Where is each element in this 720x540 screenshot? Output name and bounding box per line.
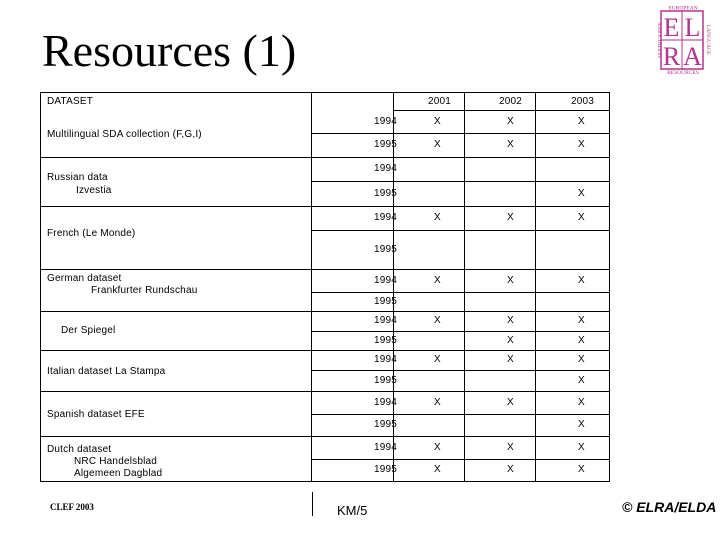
dataset-label: Spanish dataset EFE — [47, 409, 145, 420]
availability-mark: X — [578, 212, 585, 223]
availability-mark: X — [434, 442, 441, 453]
availability-mark: X — [578, 354, 585, 365]
row-divider — [311, 370, 609, 371]
availability-mark: X — [434, 354, 441, 365]
row-divider — [41, 436, 609, 437]
availability-mark: X — [507, 315, 514, 326]
svg-text:ASSOCIATION: ASSOCIATION — [656, 21, 662, 59]
year-cell: 1995 — [374, 419, 398, 430]
row-divider — [311, 181, 609, 182]
row-divider — [41, 311, 609, 312]
availability-mark: X — [578, 139, 585, 150]
row-divider — [41, 206, 609, 207]
dataset-header: DATASET — [47, 96, 94, 107]
dataset-label: Dutch dataset — [47, 444, 112, 455]
availability-mark: X — [507, 354, 514, 365]
footer-brand-text: ELRA/ELDA — [636, 499, 717, 515]
column-divider — [535, 93, 536, 481]
year-cell: 1995 — [374, 296, 398, 307]
row-divider — [393, 110, 609, 111]
row-divider — [41, 391, 609, 392]
availability-mark: X — [434, 116, 441, 127]
svg-text:RESOURCES: RESOURCES — [667, 70, 699, 74]
year-header-2002: 2002 — [499, 96, 523, 107]
dataset-label: Izvestia — [76, 185, 112, 196]
year-cell: 1995 — [374, 244, 398, 255]
availability-mark: X — [507, 464, 514, 475]
year-cell: 1995 — [374, 188, 398, 199]
svg-text:L: L — [684, 13, 701, 42]
availability-mark: X — [434, 139, 441, 150]
availability-mark: X — [507, 212, 514, 223]
row-divider — [41, 350, 609, 351]
column-divider — [311, 93, 312, 481]
dataset-label: Multilingual SDA collection (F,G,I) — [47, 129, 202, 140]
year-cell: 1995 — [374, 464, 398, 475]
availability-mark: X — [434, 397, 441, 408]
dataset-label: French (Le Monde) — [47, 228, 136, 239]
elra-logo — [647, 4, 711, 74]
availability-mark: X — [578, 397, 585, 408]
availability-mark: X — [434, 212, 441, 223]
row-divider — [41, 157, 609, 158]
availability-mark: X — [578, 375, 585, 386]
row-divider — [311, 459, 609, 460]
footer-brand — [622, 499, 716, 515]
svg-text:A: A — [683, 42, 702, 71]
year-cell: 1994 — [374, 275, 398, 286]
footer-event-label: CLEF 2003 — [50, 502, 94, 512]
availability-mark: X — [578, 116, 585, 127]
year-cell: 1995 — [374, 375, 398, 386]
availability-mark: X — [507, 139, 514, 150]
availability-mark: X — [578, 335, 585, 346]
copyright-icon: © — [622, 499, 633, 515]
page-number: KM/5 — [337, 503, 368, 518]
dataset-label: German dataset — [47, 273, 122, 284]
dataset-label: Algemeen Dagblad — [74, 468, 163, 479]
year-cell: 1994 — [374, 354, 398, 365]
dataset-label: NRC Handelsblad — [74, 456, 158, 467]
year-cell: 1994 — [374, 212, 398, 223]
availability-mark: X — [507, 397, 514, 408]
row-divider — [311, 230, 609, 231]
availability-mark: X — [507, 335, 514, 346]
svg-text:R: R — [662, 42, 681, 71]
footer-divider — [312, 492, 313, 516]
availability-mark: X — [578, 315, 585, 326]
row-divider — [311, 133, 609, 134]
dataset-label: Russian data — [47, 172, 108, 183]
availability-mark: X — [434, 315, 441, 326]
dataset-label: Italian dataset La Stampa — [47, 366, 166, 377]
availability-mark: X — [578, 442, 585, 453]
availability-mark: X — [578, 188, 585, 199]
svg-text:EUROPEAN: EUROPEAN — [668, 5, 698, 12]
dataset-label: Frankfurter Rundschau — [91, 285, 198, 296]
availability-mark: X — [578, 275, 585, 286]
row-divider — [311, 331, 609, 332]
slide-title: Resources (1) — [42, 25, 297, 76]
row-divider — [41, 269, 609, 270]
year-header-2003: 2003 — [571, 96, 595, 107]
availability-mark: X — [507, 442, 514, 453]
year-cell: 1995 — [374, 139, 398, 150]
year-cell: 1994 — [374, 163, 398, 174]
availability-mark: X — [507, 275, 514, 286]
availability-mark: X — [578, 464, 585, 475]
svg-text:E: E — [663, 13, 680, 42]
availability-mark: X — [434, 275, 441, 286]
dataset-label: Der Spiegel — [61, 325, 116, 336]
resources-table — [40, 92, 610, 482]
column-divider — [464, 93, 465, 481]
year-cell: 1994 — [374, 397, 398, 408]
year-cell: 1994 — [374, 315, 398, 326]
availability-mark: X — [578, 419, 585, 430]
availability-mark: X — [507, 116, 514, 127]
svg-text:LANGUAGE: LANGUAGE — [705, 24, 711, 56]
row-divider — [311, 414, 609, 415]
row-divider — [311, 292, 609, 293]
year-cell: 1994 — [374, 116, 398, 127]
year-cell: 1995 — [374, 335, 398, 346]
availability-mark: X — [434, 464, 441, 475]
year-cell: 1994 — [374, 442, 398, 453]
year-header-2001: 2001 — [428, 96, 452, 107]
